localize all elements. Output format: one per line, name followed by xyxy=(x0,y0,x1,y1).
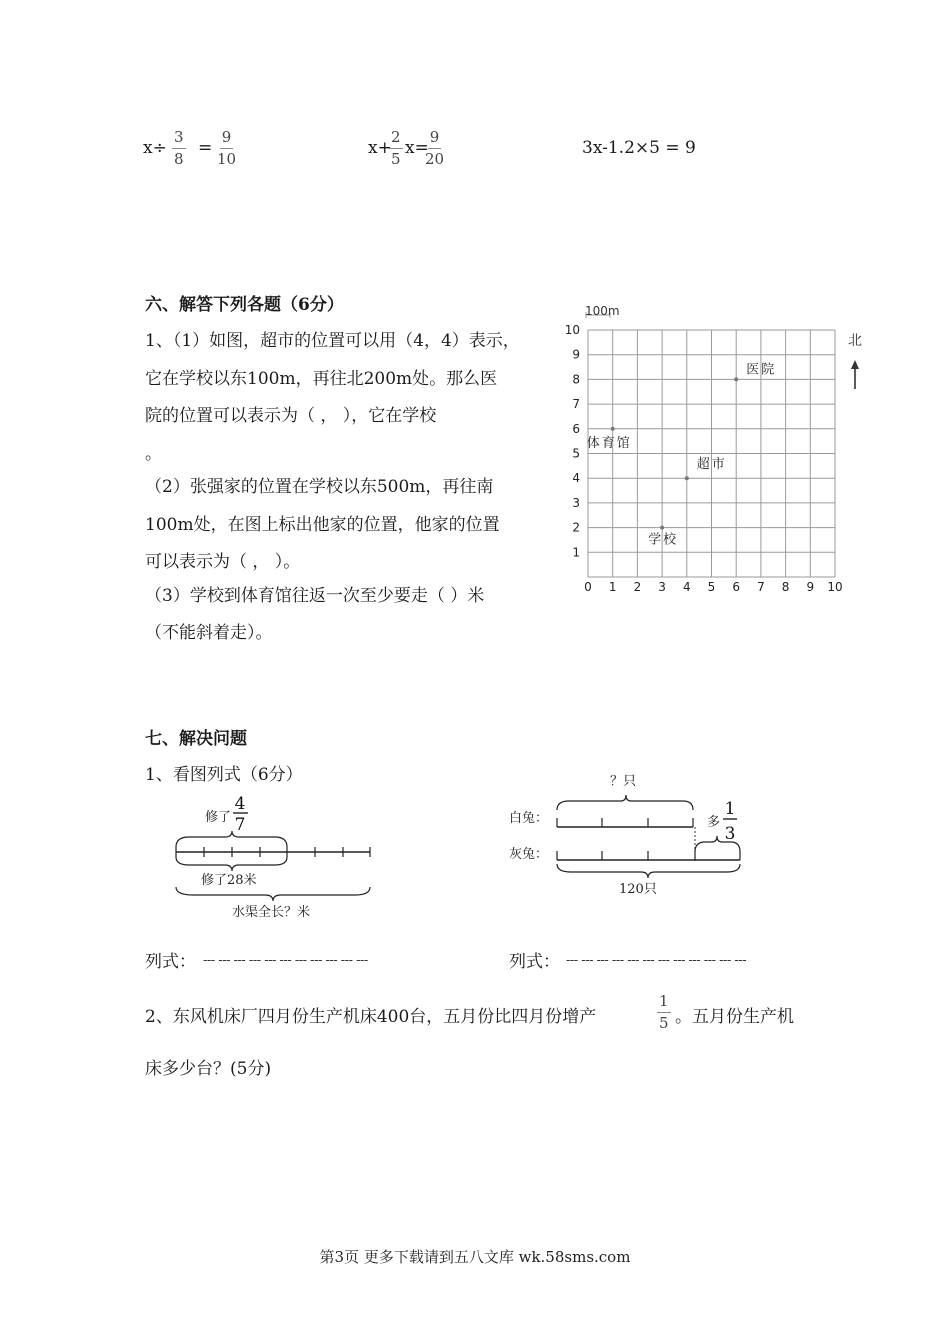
rabbit-frac-numerator: 1 xyxy=(724,799,736,819)
answer-left-label: 列式： xyxy=(145,952,196,972)
eq2-numerator: 2 xyxy=(389,130,403,149)
s6-line-1: 1、（1）如图，超市的位置可以用（4，4）表示， xyxy=(145,331,520,351)
rabbit-question-label: ？只 xyxy=(610,774,637,789)
rabbit-more-label: 多 xyxy=(707,815,721,830)
equation-3: 3x-1.2×5 = 9 xyxy=(582,138,696,158)
q2-line-1: 2、东风机床厂四月份生产机床400台，五月份比四月份增产 xyxy=(145,1007,597,1027)
north-arrow-icon xyxy=(851,360,859,369)
q1-title: 1、看图列式（6分） xyxy=(145,765,303,785)
place-label: 学校 xyxy=(648,532,679,548)
y-tick-label: 6 xyxy=(572,421,580,436)
answer-right-line[interactable]: --- --- --- --- --- --- --- --- --- --- --- --- xyxy=(566,953,747,968)
gray-rabbit-ticks xyxy=(557,851,740,860)
q2-frac-denominator: 5 xyxy=(659,1014,669,1032)
eq1-equals: = xyxy=(198,138,213,158)
eq1-numerator: 3 xyxy=(172,130,186,149)
canal-bottom-label: 修了28米 xyxy=(201,873,257,888)
place-label: 体育馆 xyxy=(586,435,632,451)
place-point xyxy=(660,526,664,530)
q2-line-1-end: 。五月份生产机 xyxy=(675,1007,794,1027)
canal-total-label: 水渠全长？米 xyxy=(232,905,311,920)
y-tick-label: 10 xyxy=(564,323,580,337)
grid-lines xyxy=(588,330,835,577)
eq1-denominator: 8 xyxy=(174,150,184,168)
q2-line-2: 床多少台？(5分) xyxy=(145,1059,272,1079)
x-tick-label: 9 xyxy=(806,580,815,594)
s6-line-9: （不能斜着走）。 xyxy=(145,623,273,643)
eq1-fraction xyxy=(172,130,186,167)
s6-line-6: 100m处，在图上标出他家的位置，他家的位置 xyxy=(145,515,500,535)
white-rabbit-ticks xyxy=(557,818,693,827)
y-tick-label: 5 xyxy=(572,446,580,461)
y-tick-label: 3 xyxy=(572,495,580,510)
s6-line-5: （2）张强家的位置在学校以东500m，再往南 xyxy=(145,477,494,497)
canal-bottom-brace xyxy=(176,857,287,871)
eq2-fraction xyxy=(389,130,403,167)
place-point xyxy=(734,377,738,381)
eq2-result-numerator: 9 xyxy=(428,130,442,149)
place-point xyxy=(685,476,689,480)
place-label: 医院 xyxy=(746,362,777,378)
s6-line-8: （3）学校到体育馆往返一次至少要走（ ）米 xyxy=(145,586,485,606)
answer-right-label: 列式： xyxy=(509,952,560,972)
rabbit-total-label: 120只 xyxy=(619,882,657,897)
y-tick-label: 2 xyxy=(572,520,580,535)
x-tick-label: 6 xyxy=(732,580,741,594)
s6-line-7: 可以表示为（ ， ）。 xyxy=(145,552,301,572)
eq2-prefix: x+ xyxy=(368,138,392,158)
y-tick-label: 4 xyxy=(572,471,580,486)
eq1-result-fraction xyxy=(217,130,236,167)
x-tick-label: 2 xyxy=(633,580,642,594)
x-tick-label: 5 xyxy=(707,580,716,594)
q2-fraction xyxy=(657,994,671,1031)
eq1-result-denominator: 10 xyxy=(217,150,237,168)
s6-line-2: 它在学校以东100m，再往北200m处。那么医 xyxy=(145,369,498,389)
canal-frac-denominator: 7 xyxy=(234,815,246,835)
y-tick-label: 8 xyxy=(572,372,580,387)
x-tick-label: 10 xyxy=(827,580,843,594)
y-tick-label: 7 xyxy=(572,397,580,412)
canal-top-label: 修了 xyxy=(205,810,232,825)
x-tick-label: 8 xyxy=(781,580,790,594)
place-label: 超市 xyxy=(696,457,727,473)
y-tick-label: 9 xyxy=(572,347,580,362)
canal-total-brace xyxy=(176,887,370,901)
scale-label: 100m xyxy=(585,304,620,318)
x-tick-label: 7 xyxy=(757,580,765,594)
s6-line-3: 院的位置可以表示为（ ， ），它在学校 xyxy=(145,406,437,426)
rabbit-question-brace xyxy=(557,795,693,810)
x-tick-label: 1 xyxy=(608,580,617,594)
q2-frac-numerator: 1 xyxy=(657,994,671,1013)
x-tick-label: 3 xyxy=(658,580,666,594)
equation-1 xyxy=(143,138,167,158)
rabbit-frac-denominator: 3 xyxy=(724,824,736,844)
x-tick-label: 0 xyxy=(584,580,592,594)
x-tick-label: 4 xyxy=(682,580,691,594)
canal-figure xyxy=(165,795,390,925)
eq1-result-numerator: 9 xyxy=(220,130,234,149)
rabbit-figure xyxy=(505,770,755,900)
eq2-result-fraction xyxy=(425,130,444,167)
canal-top-brace xyxy=(176,831,287,847)
eq2-mid: x= xyxy=(405,138,429,158)
coordinate-grid xyxy=(560,295,880,605)
place-point xyxy=(611,427,615,431)
section-6-title: 六、解答下列各题（6分） xyxy=(145,295,344,315)
white-rabbit-label: 白兔： xyxy=(509,811,549,826)
places xyxy=(587,362,777,547)
s6-line-4: 。 xyxy=(145,444,162,464)
north-label: 北 xyxy=(848,333,862,349)
eq2-denominator: 5 xyxy=(391,150,401,168)
gray-rabbit-label: 灰兔： xyxy=(509,847,549,862)
rabbit-total-brace xyxy=(557,864,740,878)
answer-left-line[interactable]: --- --- --- --- --- --- --- --- --- --- --- xyxy=(203,953,368,968)
eq2-result-denominator: 20 xyxy=(425,150,445,168)
page-footer: 第3页 更多下载请到五八文库 wk.58sms.com xyxy=(319,1248,631,1266)
section-7-title: 七、解决问题 xyxy=(145,729,247,749)
eq1-prefix: x÷ xyxy=(143,138,167,158)
y-tick-label: 1 xyxy=(572,545,580,560)
canal-frac-numerator: 4 xyxy=(234,795,246,814)
